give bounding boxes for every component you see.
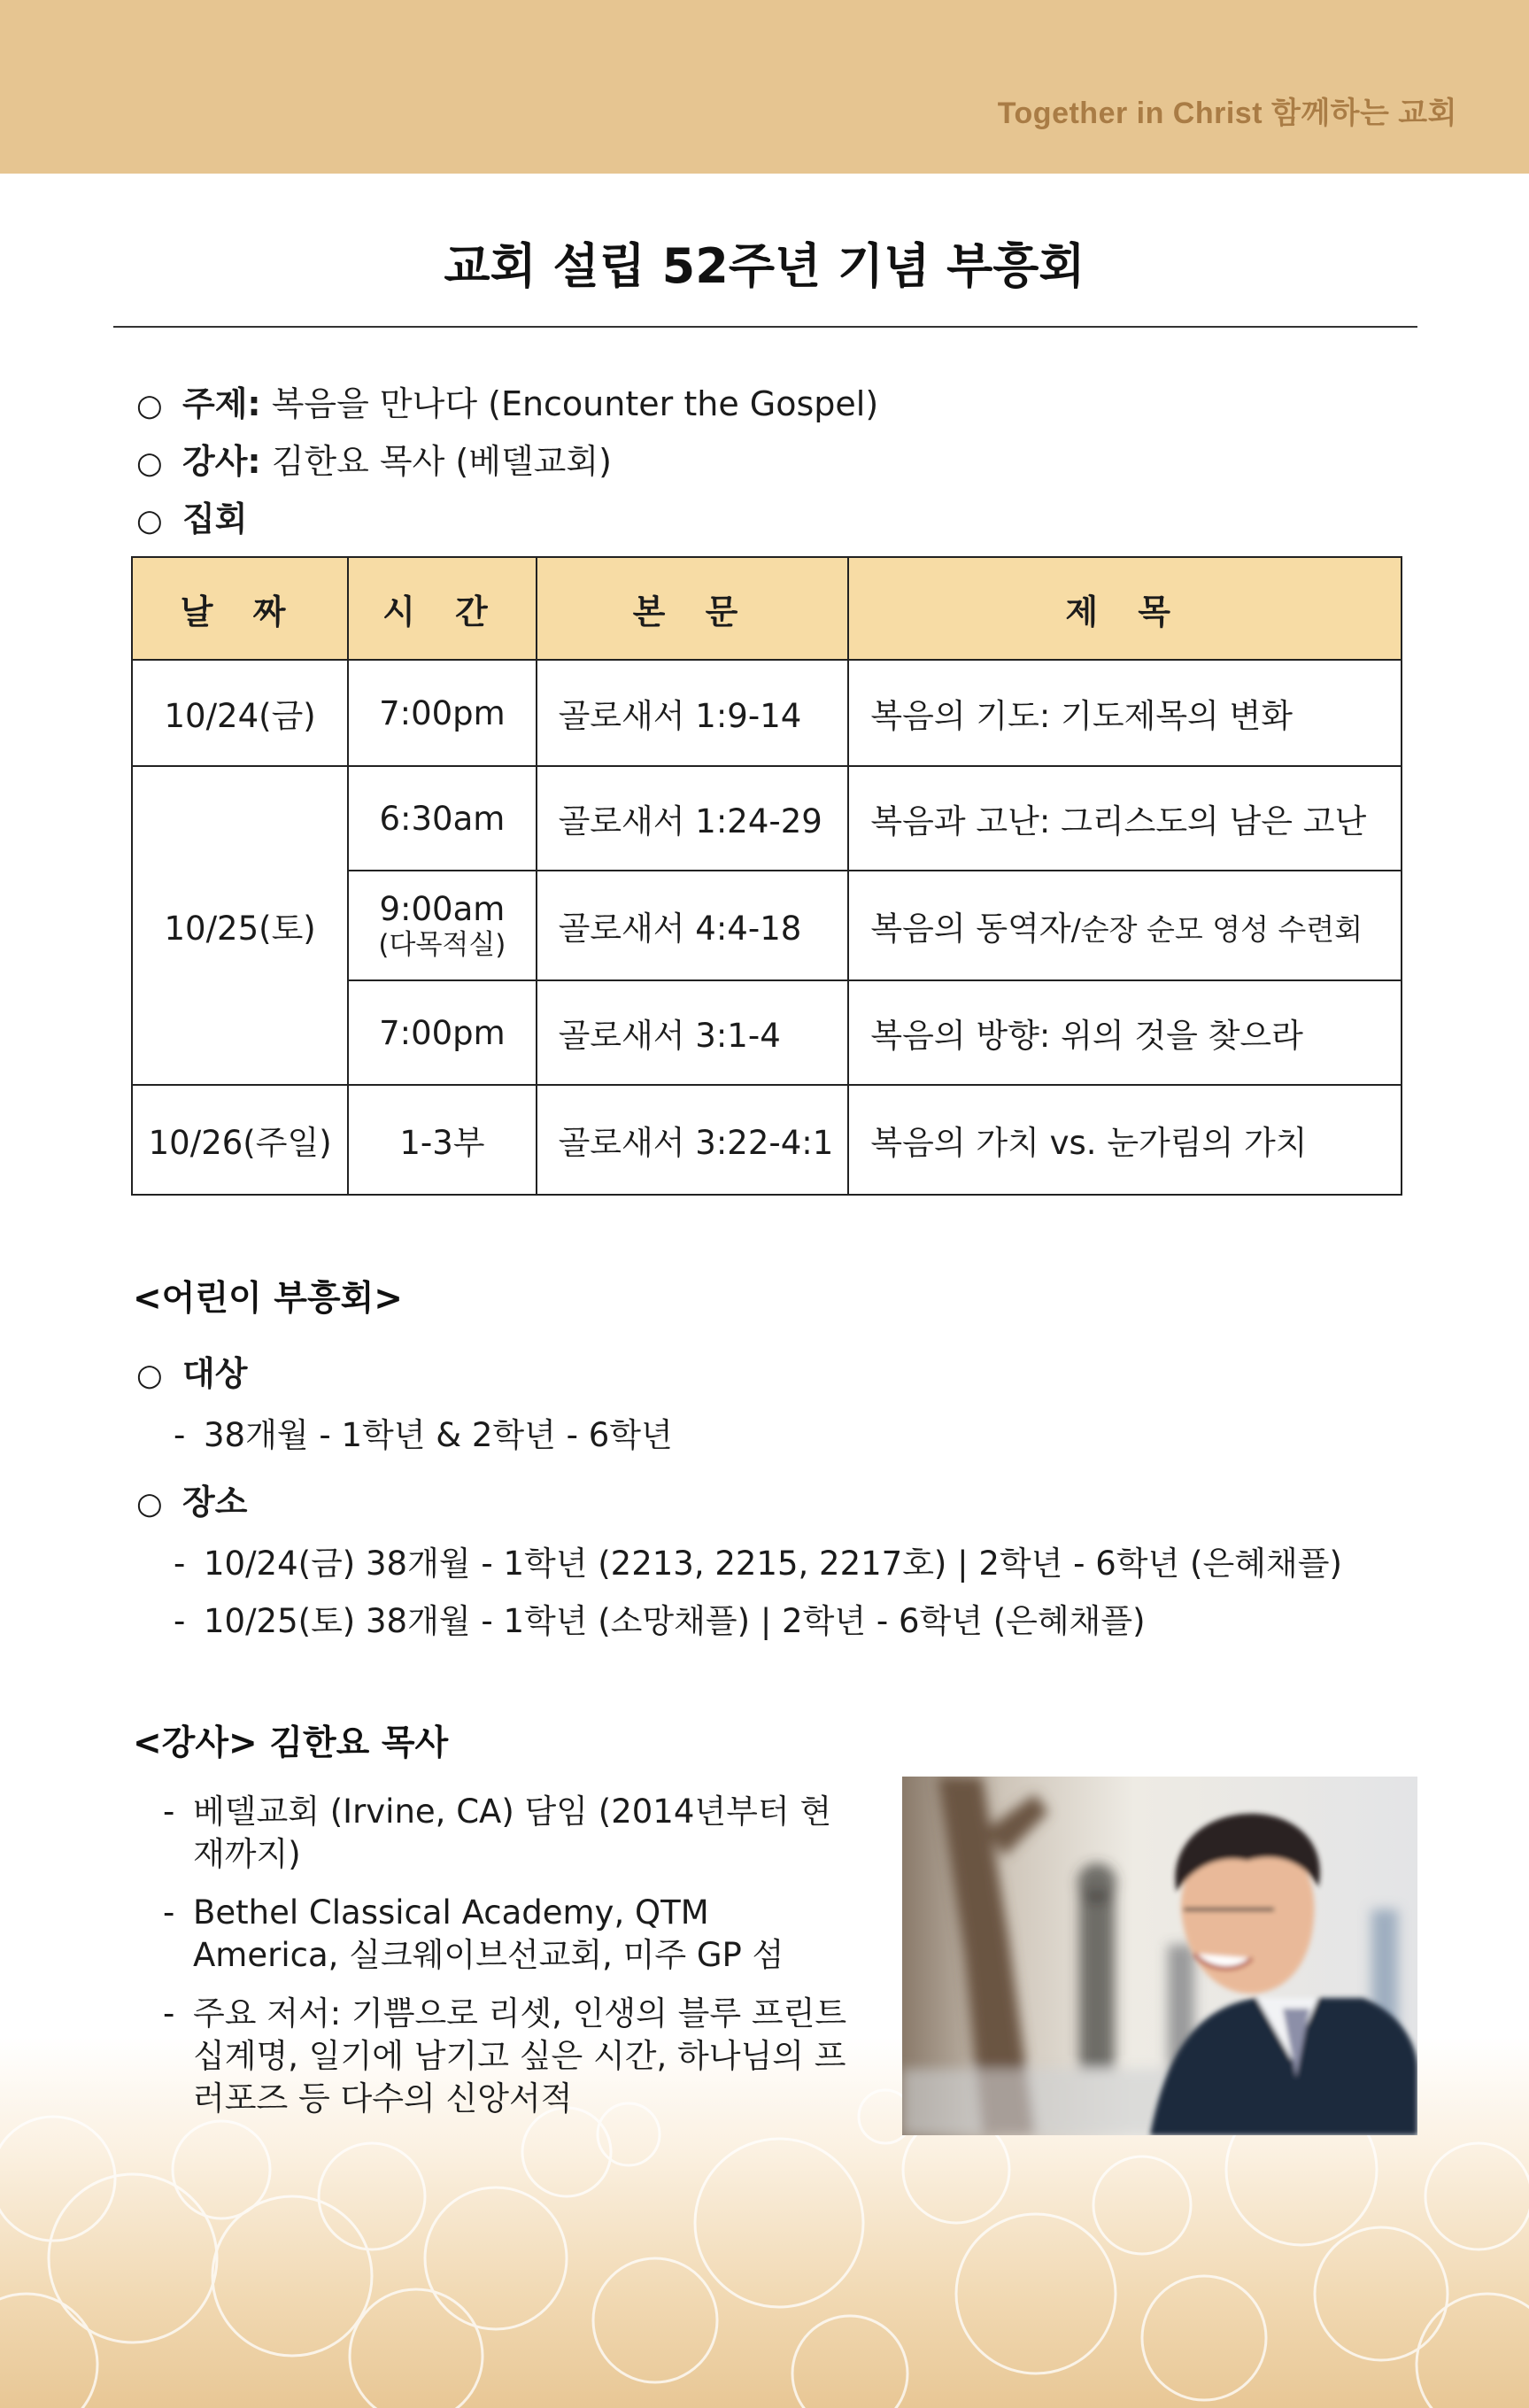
children-place-item [174,1537,1342,1584]
table-row [132,1085,1402,1195]
speaker-bio [163,1791,862,2136]
children-place-text: 10/25(토) 38개월 - 1학년 (소망채플) | 2학년 - 6학년 (은혜채플) [204,1602,1146,1640]
children-place-item [174,1594,1146,1642]
tagline: Together in Christ 함께하는 교회 [997,97,1457,130]
cell-date: 10/25(토) [132,766,348,1085]
children-target-item [174,1408,673,1456]
time-note: (다목적실) [378,928,506,961]
children-heading: <어린이 부흥회> [133,1279,403,1319]
title-main: 복음의 동역자 [870,910,1071,948]
meeting-line [136,492,247,540]
bio-text: 베델교회 (Irvine, CA) 담임 (2014년부터 현재까지) [193,1792,832,1873]
theme-line [136,376,878,425]
cell-date: 10/26(주일) [132,1085,348,1195]
meeting-label: 집회 [182,499,248,538]
children-target-label: 대상 [182,1354,248,1393]
cell-text: 골로새서 3:1-4 [537,980,849,1085]
header-title: 제 목 [848,557,1402,660]
cell-time [348,871,536,980]
circle-bullet-icon: ○ [136,445,163,481]
theme-value: 복음을 만나다 (Encounter the Gospel) [271,384,879,423]
dash-bullet: - [174,1416,186,1454]
cell-time: 1-3부 [348,1085,536,1195]
cell-title: 복음의 가치 vs. 눈가림의 가치 [848,1085,1402,1195]
circle-bullet-icon: ○ [136,388,163,423]
title-suffix: /순장 순모 영성 수련회 [1070,912,1363,947]
speaker-line [136,434,612,483]
circle-bullet-icon: ○ [136,503,163,538]
theme-label: 주제: [182,384,261,423]
page-title: 교회 설립 52주년 기념 부흥회 [444,238,1085,294]
cell-title [848,871,1402,980]
children-place-text: 10/24(금) 38개월 - 1학년 (2213, 2215, 2217호) | 2학년 - 6학년 (은혜채플) [204,1545,1342,1583]
speaker-label: 강사: [182,442,261,481]
bio-text: 주요 저서: 기쁨으로 리셋, 인생의 블루 프린트 십계명, 일기에 남기고 싶은 시간, 하나님의 프러포즈 등 다수의 신앙서적 [193,1994,847,2118]
cell-title: 복음과 고난: 그리스도의 남은 고난 [848,766,1402,871]
title-divider [113,326,1417,328]
dash-bullet: - [163,1994,175,2032]
schedule-table [131,556,1402,1196]
bio-text: Bethel Classical Academy, QTM America, 실크웨이브선교회, 미주 GP 섬 [193,1893,784,1974]
children-target-text: 38개월 - 1학년 & 2학년 - 6학년 [204,1416,673,1454]
dash-bullet: - [174,1545,186,1583]
circle-bullet-icon: ○ [136,1358,163,1393]
header-band [0,0,1529,174]
children-target-line [136,1346,247,1395]
dash-bullet: - [163,1893,175,1932]
header-time: 시 간 [348,557,536,660]
cell-date: 10/24(금) [132,660,348,766]
speaker-value: 김한요 목사 (베델교회) [271,442,612,481]
cell-time: 6:30am [348,766,536,871]
time-value: 9:00am [379,889,506,928]
cell-time: 7:00pm [348,660,536,766]
bio-item [163,1993,862,2120]
cell-time: 7:00pm [348,980,536,1085]
circle-bullet-icon: ○ [136,1486,163,1521]
cell-text: 골로새서 4:4-18 [537,871,849,980]
speaker-photo-illustration [902,1777,1417,2135]
dash-bullet: - [174,1602,186,1640]
speaker-photo [902,1777,1417,2135]
children-place-label: 장소 [182,1483,248,1521]
table-header-row [132,557,1402,660]
children-place-line [136,1475,247,1523]
table-row [132,766,1402,871]
cell-title: 복음의 기도: 기도제목의 변화 [848,660,1402,766]
header-date: 날 짜 [132,557,348,660]
header-text: 본 문 [537,557,849,660]
cell-title: 복음의 방향: 위의 것을 찾으라 [848,980,1402,1085]
dash-bullet: - [163,1792,175,1831]
table-row [132,660,1402,766]
cell-text: 골로새서 3:22-4:1 [537,1085,849,1195]
speaker-heading: <강사> 김한요 목사 [133,1723,449,1763]
bio-item [163,1892,862,1977]
cell-text: 골로새서 1:24-29 [537,766,849,871]
cell-text: 골로새서 1:9-14 [537,660,849,766]
bio-item [163,1791,862,1876]
